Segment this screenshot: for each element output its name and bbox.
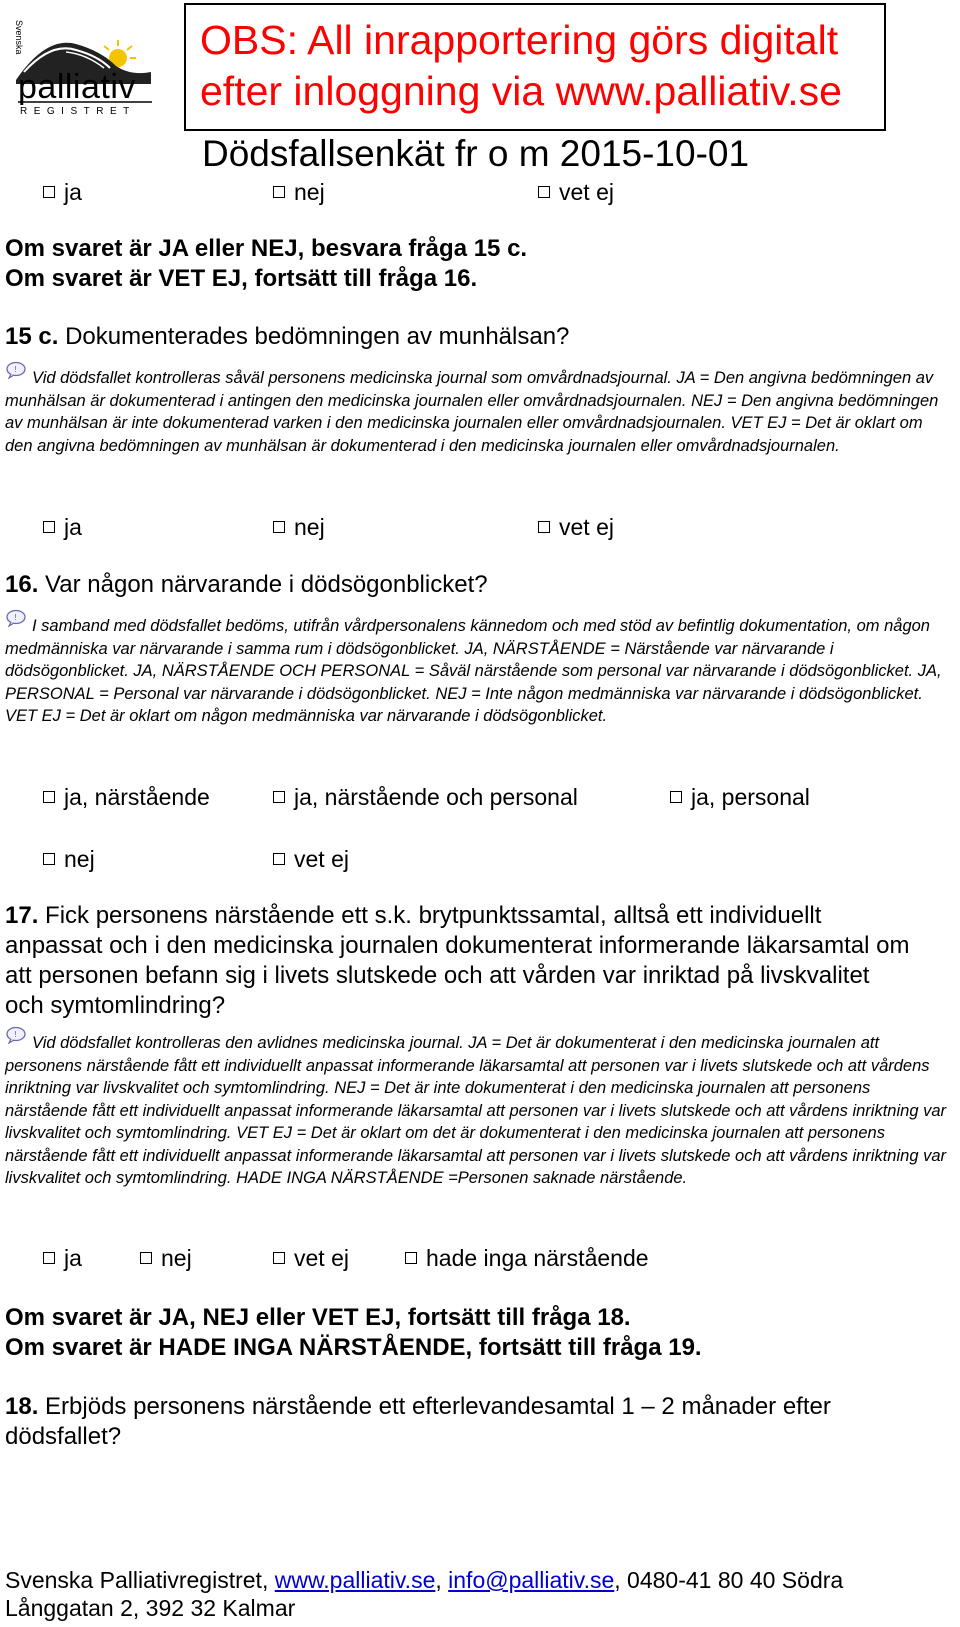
q17-instruction-1: Om svaret är JA, NEJ eller VET EJ, fortsätt till fråga 18.	[5, 1304, 631, 1331]
email-link[interactable]: info@palliativ.se	[448, 1567, 615, 1593]
q17-option-vet-ej[interactable]: vet ej	[273, 1244, 349, 1272]
question-text: Fick personens närstående ett s.k. brytpunktssamtal, alltså ett individuellt anpassat och i den medicinska journalen dokumenterat informerande läkarsamtal om att personen befann sig i livets slutskede och att vården var inriktad på livskvalitet och symtomlindring?	[5, 902, 910, 1019]
checkbox[interactable]	[43, 791, 55, 803]
digital-reporting-notice	[184, 3, 886, 131]
notice-line-1: OBS: All inrapportering görs digitalt	[200, 17, 839, 63]
checkbox[interactable]	[43, 521, 55, 533]
question-number: 16.	[5, 571, 39, 598]
q15c-option-vet-ej[interactable]: vet ej	[538, 513, 614, 541]
q15b-option-ja[interactable]: ja	[43, 178, 82, 206]
q16-option-ja-narstaende-och-personal[interactable]: ja, närstående och personal	[273, 783, 578, 811]
checkbox[interactable]	[273, 791, 285, 803]
footer-contact: Svenska Palliativregistret, www.palliativ.se, info@palliativ.se, 0480-41 80 40 Södra Långgatan 2, 392 32 Kalmar	[5, 1567, 844, 1621]
checkbox[interactable]	[273, 521, 285, 533]
question-number: 17.	[5, 902, 39, 929]
logo-top-text: Svenska	[14, 20, 24, 55]
checkbox[interactable]	[43, 1252, 55, 1264]
checkbox[interactable]	[538, 186, 550, 198]
q17-info: Vid dödsfallet kontrolleras den avlidnes medicinska journal. JA = Det är dokumenterat i den medicinska journalen att personens närstående fått ett individuellt anpassat informerande läkarsamtal att personen var i livets slutskede och att vårdens inriktning var livskvalitet och symtomlindring. NEJ = Det är inte dokumenterat i den medicinska journalen att personens närstående fått ett individuellt anpassat informerande läkarsamtal att personen var i livets slutskede och att vårdens inriktning var livskvalitet och symtomlindring. VET EJ = Det är oklart om det är dokumenterat i den medicinska journalen att personens närstående fått ett individuellt anpassat informerande läkarsamtal att personen var i livets slutskede och att vårdens inriktning var livskvalitet och symtomlindring. HADE INGA NÄRSTÅENDE =Personen saknade närstående.	[5, 1034, 946, 1187]
checkbox[interactable]	[538, 521, 550, 533]
footer-org: Svenska Palliativregistret,	[5, 1567, 269, 1593]
notice-line-2: efter inloggning via www.palliativ.se	[200, 68, 842, 114]
logo-graphic	[6, 6, 156, 118]
question-number: 15 c.	[5, 323, 59, 350]
q17-option-hade-inga-narstaende[interactable]: hade inga närstående	[405, 1244, 649, 1272]
palliativ-logo	[6, 6, 156, 118]
q17-option-ja[interactable]: ja	[43, 1244, 82, 1272]
checkbox[interactable]	[140, 1252, 152, 1264]
q16-option-ja-personal[interactable]: ja, personal	[670, 783, 810, 811]
svg-text:!: !	[14, 613, 18, 622]
q15b-option-nej[interactable]: nej	[273, 178, 325, 206]
q17-option-nej[interactable]: nej	[140, 1244, 192, 1272]
checkbox[interactable]	[670, 791, 682, 803]
logo-bottom-text: REGISTRET	[20, 106, 136, 117]
question-number: 18.	[5, 1393, 39, 1420]
checkbox[interactable]	[43, 186, 55, 198]
footer-address: , 0480-41 80 40 Södra Långgatan 2, 392 32 Kalmar	[5, 1567, 844, 1621]
logo-name: palliativ	[18, 68, 136, 106]
checkbox[interactable]	[43, 853, 55, 865]
q16-info: I samband med dödsfallet bedöms, utifrån vårdpersonalens kännedom och med stöd av befintlig dokumentation, om någon medmänniska var närvarande i samma rum i dödsögonblicket. JA, NÄRSTÅENDE = Närstående var närvarande i dödsögonblicket. JA, NÄRSTÅENDE OCH PERSONAL = Såväl närstående som personal var närvarande i dödsögonblicket. JA, PERSONAL = Personal var närvarande i dödsögonblicket. NEJ = Inte någon medmänniska var närvarande i dödsögonblicket. VET EJ = Det är oklart om någon medmänniska var närvarande i dödsögonblicket.	[5, 617, 942, 725]
checkbox[interactable]	[273, 186, 285, 198]
q16-option-ja-narstaende[interactable]: ja, närstående	[43, 783, 210, 811]
question-18	[5, 1392, 885, 1452]
q16-option-vet-ej[interactable]: vet ej	[273, 845, 349, 873]
q15b-instruction-1: Om svaret är JA eller NEJ, besvara fråga 15 c.	[5, 235, 528, 262]
question-text: Var någon närvarande i dödsögonblicket?	[45, 571, 488, 598]
checkbox[interactable]	[273, 853, 285, 865]
checkbox[interactable]	[405, 1252, 417, 1264]
question-17	[5, 901, 910, 1021]
website-link[interactable]: www.palliativ.se	[274, 1567, 436, 1593]
q17-instruction-2: Om svaret är HADE INGA NÄRSTÅENDE, fortsätt till fråga 19.	[5, 1334, 702, 1361]
svg-text:!: !	[14, 1030, 18, 1039]
q15c-info: Vid dödsfallet kontrolleras såväl personens medicinska journal som omvårdnadsjournal. JA = Den angivna bedömningen av munhälsan är dokumenterad i antingen den medicinska journalen eller omvårdnadsjournalen. NEJ = Den angivna bedömningen av munhälsan är inte dokumenterad varken i den medicinska journalen eller omvårdnadsjournalen. VET EJ = Det är oklart om den angivna bedömningen av munhälsan är dokumenterad i den medicinska journalen eller omvårdnadsjournalen.	[5, 369, 939, 455]
svg-text:!: !	[14, 365, 18, 374]
q15b-instruction-2: Om svaret är VET EJ, fortsätt till fråga 16.	[5, 265, 478, 292]
question-text: Dokumenterades bedömningen av munhälsan?	[65, 323, 570, 350]
q15b-option-vet-ej[interactable]: vet ej	[538, 178, 614, 206]
checkbox[interactable]	[273, 1252, 285, 1264]
q15c-option-nej[interactable]: nej	[273, 513, 325, 541]
q16-option-nej[interactable]: nej	[43, 845, 95, 873]
q15c-option-ja[interactable]: ja	[43, 513, 82, 541]
question-text: Erbjöds personens närstående ett efterlevandesamtal 1 – 2 månader efter dödsfallet?	[5, 1393, 831, 1450]
question-16	[5, 570, 945, 600]
form-title: Dödsfallsenkät fr o m 2015-10-01	[202, 133, 750, 174]
question-15c	[5, 322, 945, 352]
